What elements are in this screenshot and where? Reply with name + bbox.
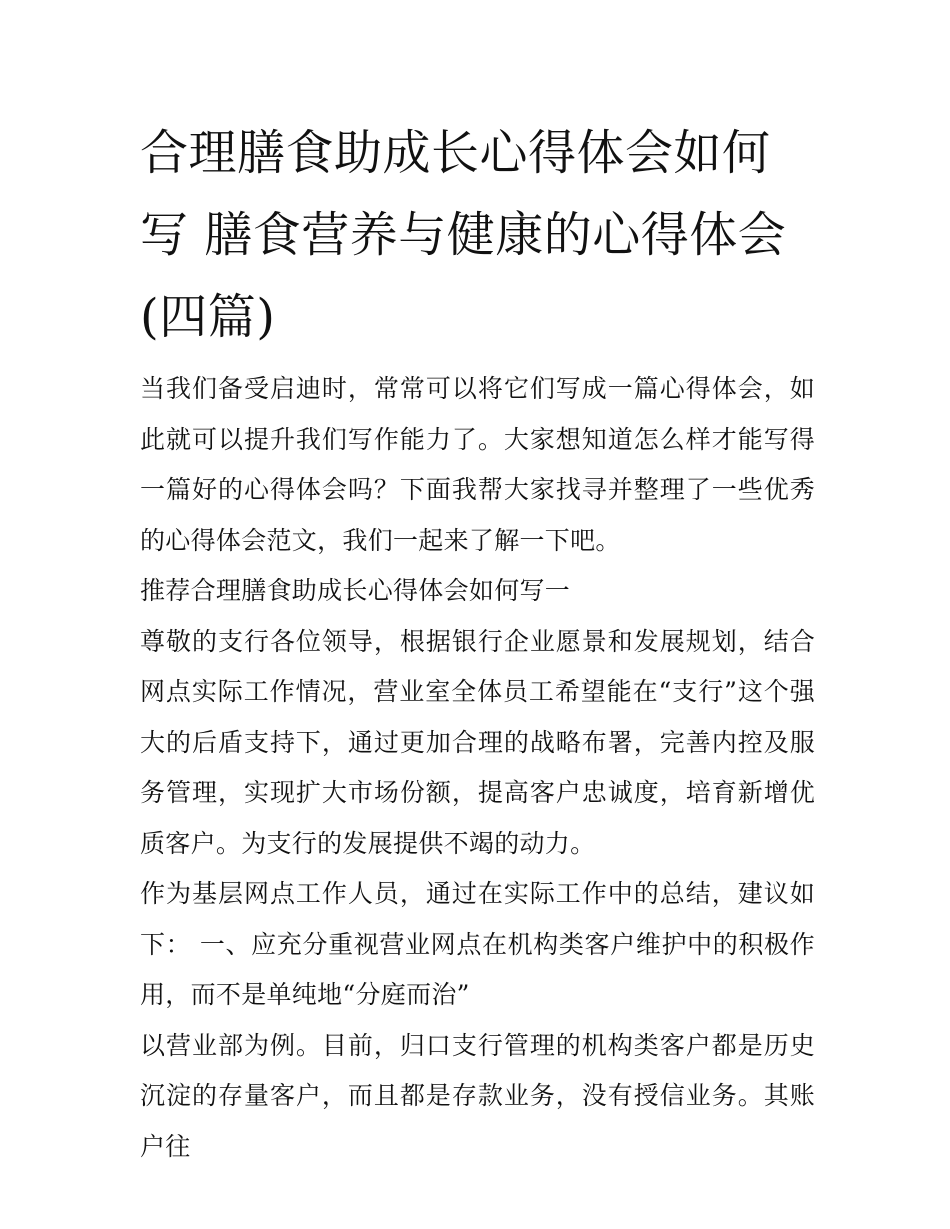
paragraph-greeting: 尊敬的支行各位领导，根据银行企业愿景和发展规划，结合网点实际工作情况，营业室全体员工希望能在“支行”这个强大的后盾支持下，通过更加合理的战略布署，完善内控及服务管理，实现扩大市场份额，提高客户忠诚度，培育新增优质客户。为支行的发展提供不竭的动力。: [140, 626, 815, 858]
paragraph-section-heading: 推荐合理膳食助成长心得体会如何写一: [140, 576, 571, 605]
document-title: 合理膳食助成长心得体会如何写 膳食营养与健康的心得体会(四篇): [140, 125, 787, 345]
paragraph-example: 以营业部为例。目前，归口支行管理的机构类客户都是历史沉淀的存量客户，而且都是存款业务，没有授信业务。其账户往: [140, 1030, 815, 1161]
paragraph-suggestion: 作为基层网点工作人员，通过在实际工作中的总结，建议如下： 一、应充分重视营业网点在机构类客户维护中的积极作用，而不是单纯地“分庭而治”: [140, 879, 815, 1009]
paragraph-intro: 当我们备受启迪时，常常可以将它们写成一篇心得体会，如此就可以提升我们写作能力了。大家想知道怎么样才能写得一篇好的心得体会吗？下面我帮大家找寻并整理了一些优秀的心得体会范文，我们一起来了解一下吧。: [140, 374, 815, 555]
document-body: [140, 112, 815, 1172]
